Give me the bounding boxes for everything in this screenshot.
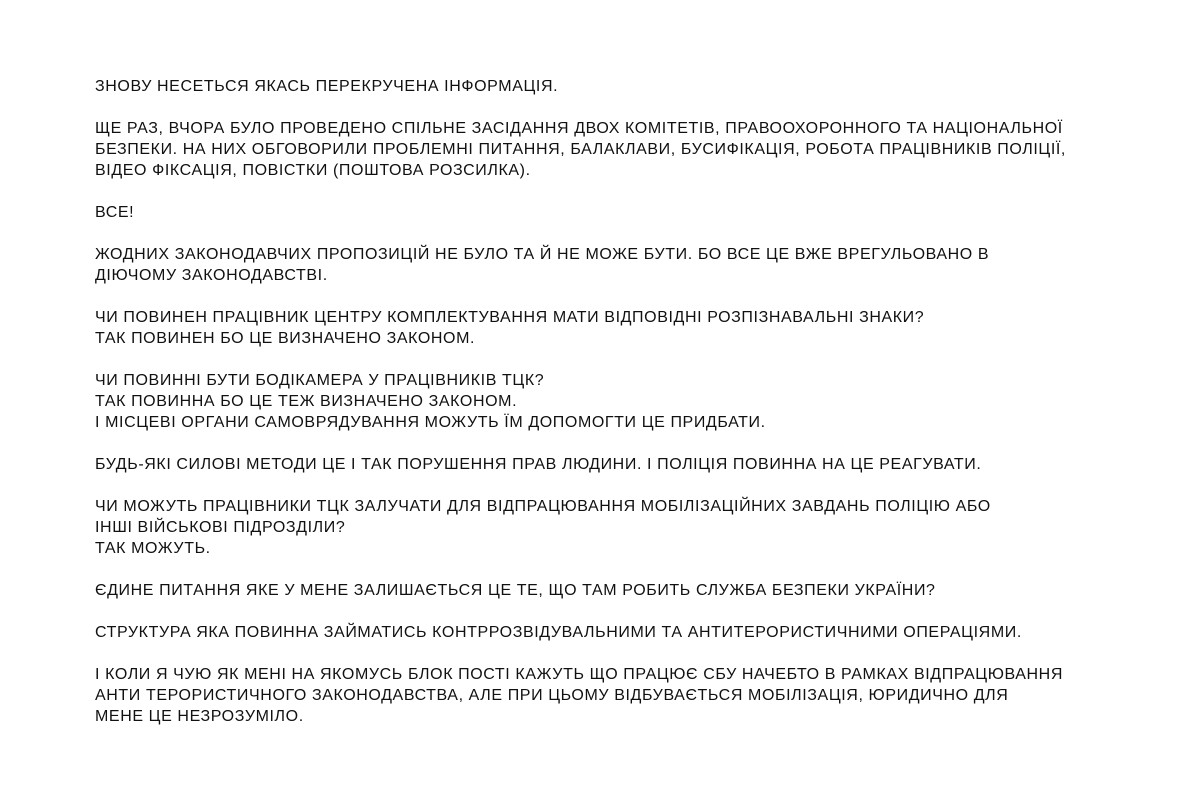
paragraph-sbu-structure [95, 622, 1155, 643]
paragraph-line: МЕНЕ ЦЕ НЕЗРОЗУМІЛО. [95, 708, 304, 725]
paragraph-line: ДІЮЧОМУ ЗАКОНОДАВСТВІ. [95, 267, 328, 284]
paragraph-line: І МІСЦЕВІ ОРГАНИ САМОВРЯДУВАННЯ МОЖУТЬ ЇМ ДОПОМОГТИ ЦЕ ПРИДБАТИ. [95, 414, 766, 431]
paragraph-checkpoint [95, 664, 1155, 727]
paragraph-force [95, 454, 1155, 475]
paragraph-line: ТАК МОЖУТЬ. [95, 540, 211, 557]
paragraph-line: ТАК ПОВИНЕН БО ЦЕ ВИЗНАЧЕНО ЗАКОНОМ. [95, 330, 476, 347]
paragraph-all [95, 202, 1155, 223]
paragraph-line: ЧИ МОЖУТЬ ПРАЦІВНИКИ ТЦК ЗАЛУЧАТИ ДЛЯ ВІДПРАЦЮВАННЯ МОБІЛІЗАЦІЙНИХ ЗАВДАНЬ ПОЛІЦІЮ АБО [95, 498, 991, 515]
paragraph-line: ТАК ПОВИННА БО ЦЕ ТЕЖ ВИЗНАЧЕНО ЗАКОНОМ. [95, 393, 518, 410]
paragraph-meeting [95, 118, 1155, 181]
paragraph-line: АНТИ ТЕРОРИСТИЧНОГО ЗАКОНОДАВСТВА, АЛЕ ПРИ ЦЬОМУ ВІДБУВАЄТЬСЯ МОБІЛІЗАЦІЯ, ЮРИДИЧНО ДЛЯ [95, 687, 1009, 704]
paragraph-line: ІНШІ ВІЙСЬКОВІ ПІДРОЗДІЛИ? [95, 519, 346, 536]
paragraph-line: ВСЕ! [95, 204, 135, 221]
paragraph-line: ЖОДНИХ ЗАКОНОДАВЧИХ ПРОПОЗИЦІЙ НЕ БУЛО ТА Й НЕ МОЖЕ БУТИ. БО ВСЕ ЦЕ ВЖЕ ВРЕГУЛЬОВАНО В [95, 246, 990, 263]
paragraph-line: І КОЛИ Я ЧУЮ ЯК МЕНІ НА ЯКОМУСЬ БЛОК ПОСТІ КАЖУТЬ ЩО ПРАЦЮЄ СБУ НАЧЕБТО В РАМКАХ ВІДПРАЦЮВАННЯ [95, 666, 1063, 683]
paragraph-insignia [95, 307, 1155, 349]
paragraph-line: СТРУКТУРА ЯКА ПОВИННА ЗАЙМАТИСЬ КОНТРРОЗВІДУВАЛЬНИМИ ТА АНТИТЕРОРИСТИЧНИМИ ОПЕРАЦІЯМИ. [95, 624, 1022, 641]
paragraph-line: БЕЗПЕКИ. НА НИХ ОБГОВОРИЛИ ПРОБЛЕМНІ ПИТАННЯ, БАЛАКЛАВИ, БУСИФІКАЦІЯ, РОБОТА ПРАЦІВНИКІВ ПОЛІЦІЇ, [95, 141, 1066, 158]
paragraph-line: ЄДИНЕ ПИТАННЯ ЯКЕ У МЕНЕ ЗАЛИШАЄТЬСЯ ЦЕ ТЕ, ЩО ТАМ РОБИТЬ СЛУЖБА БЕЗПЕКИ УКРАЇНИ? [95, 582, 936, 599]
paragraph-sbu-question [95, 580, 1155, 601]
paragraph-line: ВІДЕО ФІКСАЦІЯ, ПОВІСТКИ (ПОШТОВА РОЗСИЛКА). [95, 162, 531, 179]
paragraph-line: ЗНОВУ НЕСЕТЬСЯ ЯКАСЬ ПЕРЕКРУЧЕНА ІНФОРМАЦІЯ. [95, 78, 559, 95]
paragraph-line: ЧИ ПОВИНЕН ПРАЦІВНИК ЦЕНТРУ КОМПЛЕКТУВАННЯ МАТИ ВІДПОВІДНІ РОЗПІЗНАВАЛЬНІ ЗНАКИ? [95, 309, 925, 326]
paragraph-no-proposals [95, 244, 1155, 286]
paragraph-bodycam [95, 370, 1155, 433]
paragraph-line: ЧИ ПОВИННІ БУТИ БОДІКАМЕРА У ПРАЦІВНИКІВ ТЦК? [95, 372, 545, 389]
post-text [95, 76, 1155, 748]
paragraph-line: ЩЕ РАЗ, ВЧОРА БУЛО ПРОВЕДЕНО СПІЛЬНЕ ЗАСІДАННЯ ДВОХ КОМІТЕТІВ, ПРАВООХОРОННОГО ТА НАЦІОНАЛЬНОЇ [95, 120, 1063, 137]
paragraph-police-involvement [95, 496, 1155, 559]
paragraph-line: БУДЬ-ЯКІ СИЛОВІ МЕТОДИ ЦЕ І ТАК ПОРУШЕННЯ ПРАВ ЛЮДИНИ. І ПОЛІЦІЯ ПОВИННА НА ЦЕ РЕАГУВАТИ. [95, 456, 982, 473]
paragraph-intro [95, 76, 1155, 97]
